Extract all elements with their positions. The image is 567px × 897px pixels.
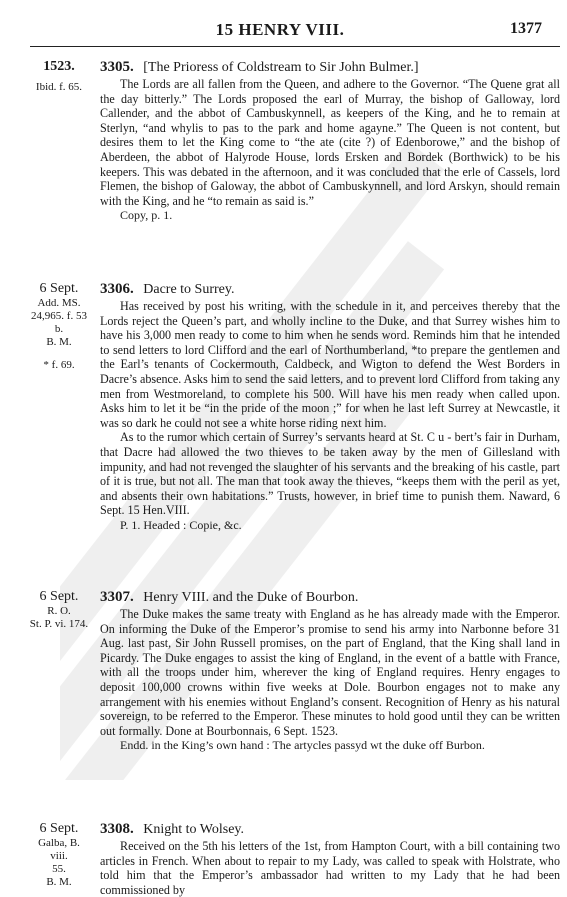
running-title: 15 HENRY VIII.: [215, 20, 345, 39]
entry-heading: [100, 820, 560, 839]
source-ref: St. P. vi. 174.: [29, 618, 89, 630]
entry-number: 3307.: [100, 589, 134, 605]
entry-date: 6 Sept.: [39, 821, 79, 836]
page-number: 1377: [510, 20, 542, 37]
entry-title: [The Prioress of Coldstream to Sir John Bulmer.]: [143, 60, 419, 75]
entry-title: Knight to Wolsey.: [143, 822, 245, 837]
entry-paragraph: The Duke makes the same treaty with England as he has already made with the Emperor. On informing the Duke of the Emperor’s promise to send his army into Narbonne before 31 Aug. last past, Sir John Russell promises, on the part of England, that the King shall land in Picardy. The Duke engages to assist the king of England, in the event of a battle with France, with all the troops under him, wherever the king of England requires. Henry engages to deposit 100,000 crowns within five weeks at Dole. Bourbon engages not to make any arrangement with his enemies without England’s consent. Recognition of Henry as his natural sovereign, to be referred to the Emperor. These minutes to hold good until they can be written out formally. Done at Bourbonnais, 6 Sept. 1523.: [100, 607, 560, 738]
entry-paragraph: The Lords are all fallen from the Queen, and adhere to the Governor. “The Quene grat all the day bitterly.” The Lords proposed the earl of Murray, the bishop of Galloway, lord Callender, and the abbot of Cambuskynnell, as keepers of the King, and he to remain at Sterlyn, “and whylis to pas to the park and home agayne.” The Queen is not content, but desires them to let the King come to “the ate (cite ?) of Edenborowe,” and the bishop of Aberdeen, the abbot of Halyrode House, lords Ersken and Bordek (Borthwick) to be his keepers. This was debated in the afternoon, and it was concluded that the erle of Cassels, lord Flemen, the bishop of Galoway, the abbot of Cambuskynnell, and lord Arskyn, should remain with the King, and he “to remain as said is.”: [100, 77, 560, 208]
entry-year: 1523.: [43, 59, 75, 74]
source-ref: B. M.: [46, 336, 72, 348]
entry-date: 6 Sept.: [39, 281, 79, 296]
entry-heading: [100, 58, 560, 77]
entry-heading: [100, 280, 560, 299]
entry-paragraph: Has received by post his writing, with the schedule in it, and perceives thereby that the Lords reject the Queen’s part, and wholly incline to the Duke, and that Surrey wishes him to have his 3,000 men ready to come to him when he sends word. Reminds him that he intended to send letters to lord Clifford and the earl of Northumberland, *to prepare the gentlemen and the Earl’s tenants of Cockermouth, Caldbeck, and Wigton to defend the West Borders in Dacre’s absence. Asks him to send the said letters, and to prevent lord Clifford from taking any men from Westmoreland, to complete his 500. Will have his men ready when called upon. Asks him to let it be “in the pride of the moon ;” for when he last left Surrey at Newcastle, it was so dark he could not see a white horse riding next him.: [100, 299, 560, 430]
entry-heading: [100, 588, 560, 607]
entry-note: P. 1. Headed : Copie, &c.: [120, 517, 242, 532]
source-ref: 24,965. f. 53 b.: [31, 310, 87, 335]
entry-note: Copy, p. 1.: [120, 208, 173, 223]
source-ref: Galba, B. viii.: [38, 837, 80, 862]
entry-paragraph: Received on the 5th his letters of the 1st, from Hampton Court, with a bill containing two articles in French. When about to repair to my Lady, was called to speak with Holstrate, who told him that the Emperor’s ambassador had written to my Lady that he had been commissioned by: [100, 839, 560, 897]
entry-date: 6 Sept.: [39, 589, 79, 604]
entry-title: Dacre to Surrey.: [143, 282, 235, 297]
entry-number: 3305.: [100, 59, 134, 75]
source-ref: Ibid. f. 65.: [35, 81, 83, 93]
entry-number: 3306.: [100, 281, 134, 297]
source-ref: R. O.: [47, 605, 71, 617]
source-ref: 55.: [52, 863, 66, 875]
source-ref: B. M.: [46, 876, 72, 888]
entry-title: Henry VIII. and the Duke of Bourbon.: [143, 590, 359, 605]
entry-paragraph: As to the rumor which certain of Surrey’s servants heard at St. C u - bert’s fair in Durham, that Dacre had allowed the two thieves to be taken away by the men of Gillesland with impunity, and had not revenged the slaughter of his servants and the breaking of his castle, part of it is true, but not all. The man that took away the thieves, “keeps them with the peril as yet, and absents their own habitations.” Trusts, however, in brief time to punish them. Naward, 6 Sept. 15 Hen.VIII.: [100, 430, 560, 518]
page-header: [30, 20, 542, 44]
source-ref: Add. MS.: [37, 297, 81, 309]
footnote-ref: * f. 69.: [43, 359, 75, 371]
header-rule: [30, 46, 560, 47]
entry-note: Endd. in the King’s own hand : The artycles passyd wt the duke off Burbon.: [120, 738, 485, 753]
entry-number: 3308.: [100, 821, 134, 837]
